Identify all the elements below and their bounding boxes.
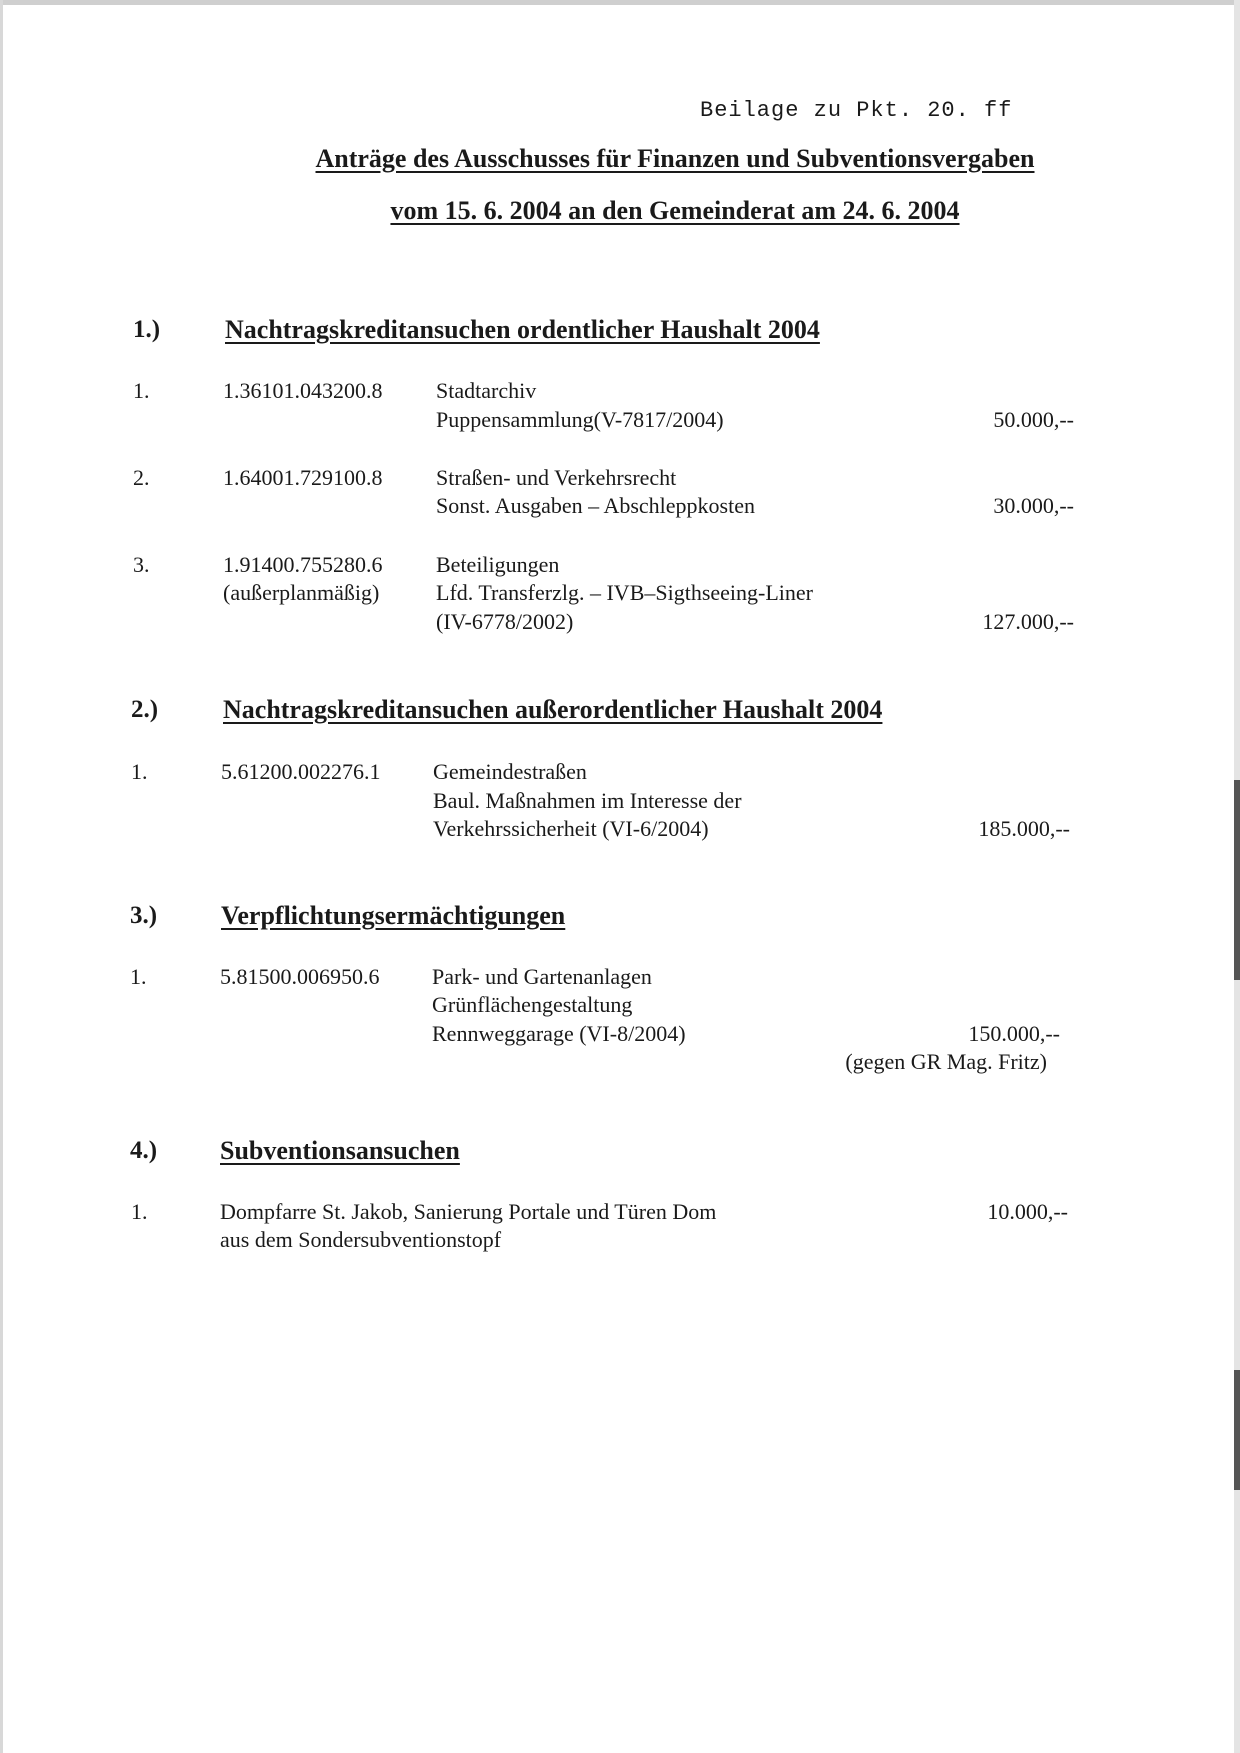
item-line: Straßen- und Verkehrsrecht bbox=[436, 465, 677, 490]
item-line: aus dem Sondersubventionstopf bbox=[220, 1227, 502, 1252]
item-line: Lfd. Transferzlg. – IVB–Sigthseeing-Liner bbox=[436, 580, 813, 605]
item-number: 1. bbox=[131, 759, 148, 784]
item-line: Baul. Maßnahmen im Interesse der bbox=[433, 788, 742, 813]
account-number: 1.64001.729100.8 bbox=[223, 465, 383, 490]
amount-note: (gegen GR Mag. Fritz) bbox=[845, 1049, 1047, 1074]
beilage-note: Beilage zu Pkt. 20. ff bbox=[700, 98, 1013, 123]
item-line: Sonst. Ausgaben – Abschleppkosten bbox=[436, 493, 755, 518]
item-line: Puppensammlung(V-7817/2004) bbox=[436, 407, 724, 432]
document-title-line2: vom 15. 6. 2004 an den Gemeinderat am 24. 6. 2004 bbox=[390, 196, 960, 225]
account-number: 1.36101.043200.8 bbox=[223, 378, 383, 403]
scan-edge-top bbox=[0, 0, 1240, 5]
item-line: Grünflächengestaltung bbox=[432, 992, 633, 1017]
item-number: 2. bbox=[133, 465, 150, 490]
section-title: Subventionsansuchen bbox=[220, 1136, 460, 1165]
section-number: 2.) bbox=[131, 696, 159, 723]
item-line: Dompfarre St. Jakob, Sanierung Portale und Türen Dom bbox=[220, 1199, 717, 1224]
account-number: 1.91400.755280.6 bbox=[223, 552, 383, 577]
section-number: 3.) bbox=[130, 902, 158, 929]
item-line: Beteiligungen bbox=[436, 552, 560, 577]
item-number: 1. bbox=[131, 1199, 148, 1224]
item-amount: 30.000,-- bbox=[993, 493, 1074, 518]
item-number: 3. bbox=[133, 552, 150, 577]
section-title: Nachtragskreditansuchen ordentlicher Haushalt 2004 bbox=[225, 315, 820, 344]
item-line: Rennweggarage (VI-8/2004) bbox=[432, 1021, 686, 1046]
scan-edge-shadow bbox=[1234, 1370, 1240, 1490]
item-line: Stadtarchiv bbox=[436, 378, 537, 403]
item-amount: 127.000,-- bbox=[982, 609, 1074, 634]
section-number: 1.) bbox=[133, 316, 161, 343]
account-note: (außerplanmäßig) bbox=[223, 580, 380, 605]
section-title: Nachtragskreditansuchen außerordentlicher Haushalt 2004 bbox=[223, 695, 883, 724]
section-number: 4.) bbox=[130, 1137, 158, 1164]
item-line: Park- und Gartenanlagen bbox=[432, 964, 652, 989]
item-amount: 10.000,-- bbox=[987, 1199, 1068, 1224]
section-title: Verpflichtungsermächtigungen bbox=[221, 901, 566, 930]
item-number: 1. bbox=[133, 378, 150, 403]
item-amount: 185.000,-- bbox=[978, 816, 1070, 841]
item-number: 1. bbox=[130, 964, 147, 989]
item-amount: 150.000,-- bbox=[968, 1021, 1060, 1046]
account-number: 5.61200.002276.1 bbox=[221, 759, 381, 784]
item-line: Gemeindestraßen bbox=[433, 759, 587, 784]
document-title-line1: Anträge des Ausschusses für Finanzen und Subventionsvergaben bbox=[315, 144, 1035, 173]
item-line: Verkehrssicherheit (VI-6/2004) bbox=[433, 816, 709, 841]
account-number: 5.81500.006950.6 bbox=[220, 964, 380, 989]
item-line: (IV-6778/2002) bbox=[436, 609, 574, 634]
scan-edge-shadow bbox=[1234, 780, 1240, 980]
scan-edge-left bbox=[0, 0, 3, 1753]
item-amount: 50.000,-- bbox=[993, 407, 1074, 432]
